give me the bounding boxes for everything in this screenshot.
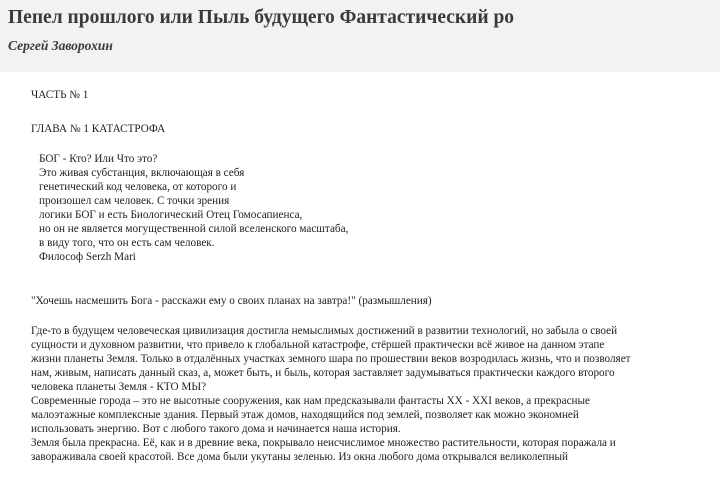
epigraph-line: произошел сам человек. С точки зрения — [39, 195, 230, 207]
part-heading: ЧАСТЬ № 1 — [31, 89, 89, 101]
paragraph-line: завораживала своей красотой. Все дома были укутаны зеленью. Из окна любого дома открывался великолепный — [31, 451, 568, 463]
paragraph-line: Земля была прекрасна. Её, как и в древние века, покрывало неисчислимое множество растительности, которая поражала и — [31, 437, 616, 449]
work-header — [0, 0, 720, 72]
paragraph-line: нам, живым, написать данный сказ, а, может быть, и быль, которая заставляет задумываться практически каждого второго — [31, 367, 615, 379]
quote-line: "Хочешь насмешить Бога - расскажи ему о своих планах на завтра!" (размышления) — [31, 295, 432, 307]
paragraph-line: сущности и духовном развитии, что привело к глобальной катастрофе, стёршей практически всё живое на данном этапе — [31, 339, 605, 351]
epigraph-line: логики БОГ и есть Биологический Отец Гомосапиенса, — [39, 209, 303, 221]
epigraph-line: в виду того, что он есть сам человек. — [39, 237, 215, 249]
author-link[interactable]: Сергей Заворохин — [8, 38, 113, 53]
epigraph-line: но он не является могущественной силой вселенского масштаба, — [39, 223, 349, 235]
epigraph-line: Это живая субстанция, включающая в себя — [39, 167, 245, 179]
paragraph-line: Современные города – это не высотные сооружения, как нам предсказывали фантасты XX - XXI веков, а прекрасные — [31, 395, 591, 407]
paragraph-line: Где-то в будущем человеческая цивилизация достигла немыслимых достижений в развитии технологий, но забыла о своей — [31, 325, 618, 337]
paragraph-line: жизни планеты Земля. Только в отдалённых участках земного шара по прошествии веков возродилась жизнь, что и позволяет — [31, 353, 631, 365]
work-title: Пепел прошлого или Пыль будущего Фантастический ро — [8, 7, 515, 28]
epigraph-line: БОГ - Кто? Или Что это? — [39, 153, 158, 165]
chapter-heading: ГЛАВА № 1 КАТАСТРОФА — [31, 123, 166, 135]
epigraph-signature: Философ Serzh Mari — [39, 251, 136, 263]
paragraph-line: малоэтажные комплексные здания. Первый этаж домов, находящийся под землей, позволяет как можно экономней — [31, 409, 579, 421]
paragraph-line: человека планеты Земля - КТО МЫ? — [31, 381, 207, 393]
paragraph-line: использовать энергию. Вот с любого такого дома и начинается наша история. — [31, 423, 401, 435]
epigraph-line: генетический код человека, от которого и — [39, 181, 237, 193]
text-body — [0, 72, 720, 480]
